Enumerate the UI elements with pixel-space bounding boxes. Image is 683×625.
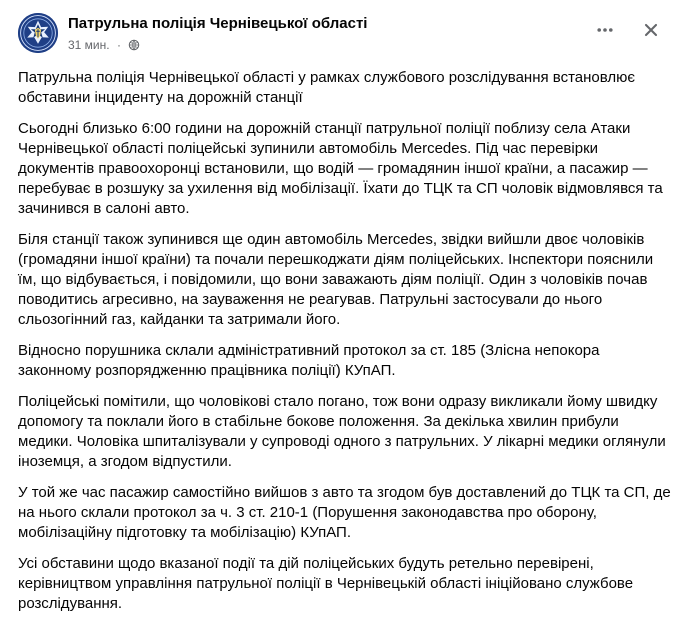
paragraph-line: поводитись агресивно, на зауваження не реагував. Патрульні застосували до нього: [18, 291, 603, 308]
paragraph-line: мобілізаційну підготовку та мобілізацію) КУпАП.: [18, 524, 352, 541]
paragraph-line: Сьогодні близько 6:00 години на дорожній станції патрульної поліції поблизу села Атаки: [18, 120, 631, 137]
post-meta: [68, 36, 140, 54]
paragraph-line: Чернівецької області поліцейські зупинили автомобіль Mercedes. Під час перевірки: [18, 140, 599, 157]
paragraph-line: Поліцейські помітили, що чоловікові стало погано, тож вони одразу викликали йому швидку: [18, 393, 658, 410]
close-icon: [641, 20, 661, 40]
post-paragraph-5: [18, 392, 665, 472]
post-paragraph-7: [18, 554, 665, 614]
paragraph-line: Усі обставини щодо вказаної події та дій поліцейських будуть ретельно перевірені,: [18, 555, 594, 572]
post-paragraph-4: [18, 341, 665, 381]
post-paragraph-6: [18, 483, 671, 543]
post-header-actions: [591, 16, 665, 44]
paragraph-line: сльозогінний газ, кайданки та затримали його.: [18, 311, 341, 328]
paragraph-line: керівництвом управління патрульної поліції в Чернівецькій області ініційовано службове: [18, 575, 634, 592]
paragraph-line: законному розпорядженню працівника поліції) КУпАП.: [18, 362, 396, 379]
paragraph-line: їм, що відбувається, і повідомили, що вони заважають діям поліції. Один з чоловіків почав: [18, 271, 648, 288]
paragraph-line: на нього склали протокол за ч. 3 ст. 210-1 (Порушення законодавства про оборону,: [18, 504, 597, 521]
post-time[interactable]: 31 мин.: [68, 38, 110, 52]
post-body-text: [18, 68, 671, 625]
paragraph-line: Біля станції також зупинився ще один автомобіль Mercedes, звідки вийшли двоє чоловіків: [18, 231, 645, 248]
police-badge-icon: [18, 13, 58, 53]
paragraph-line: перебуває в розшуку за ухилення від мобілізації. Їхати до ТЦК та СП чоловік відмовлявся та: [18, 180, 663, 197]
more-options-button[interactable]: [591, 16, 619, 44]
globe-icon: [128, 39, 140, 51]
paragraph-line: документів правоохоронці встановили, що водій — громадянин іншої країни, а пасажир —: [18, 160, 648, 177]
paragraph-line: зачинився в салоні авто.: [18, 200, 190, 217]
paragraph-line: медики. Чоловіка шпиталізували у супроводі одного з патрульних. У лікарні медики оглянули: [18, 433, 666, 450]
paragraph-line: У той же час пасажир самостійно вийшов з авто та згодом був доставлений до ТЦК та СП, де: [18, 484, 671, 501]
page-avatar[interactable]: [18, 13, 58, 53]
paragraph-line: обставини інциденту на дорожній станції: [18, 89, 303, 106]
post-paragraph-3: [18, 230, 665, 330]
page-name[interactable]: Патрульна поліція Чернівецької області: [68, 15, 368, 32]
paragraph-line: (громадяни іншої країни) та почали перешкоджати діям поліцейських. Інспектори пояснили: [18, 251, 654, 268]
paragraph-line: іноземця, а згодом відпустили.: [18, 453, 232, 470]
meta-separator: ·: [116, 38, 121, 52]
paragraph-line: Патрульна поліція Чернівецької області у рамках службового розслідування встановлює: [18, 69, 636, 86]
more-options-icon: [595, 20, 615, 40]
paragraph-line: розслідування.: [18, 595, 123, 612]
paragraph-line: Відносно порушника склали адміністративний протокол за ст. 185 (Злісна непокора: [18, 342, 600, 359]
close-post-button[interactable]: [637, 16, 665, 44]
post-header: [18, 12, 665, 56]
post-paragraph-2: [18, 119, 665, 219]
post-paragraph-1: [18, 68, 665, 108]
paragraph-line: допомогу та поклали його в стабільне бокове положення. За декілька хвилин прибули: [18, 413, 619, 430]
